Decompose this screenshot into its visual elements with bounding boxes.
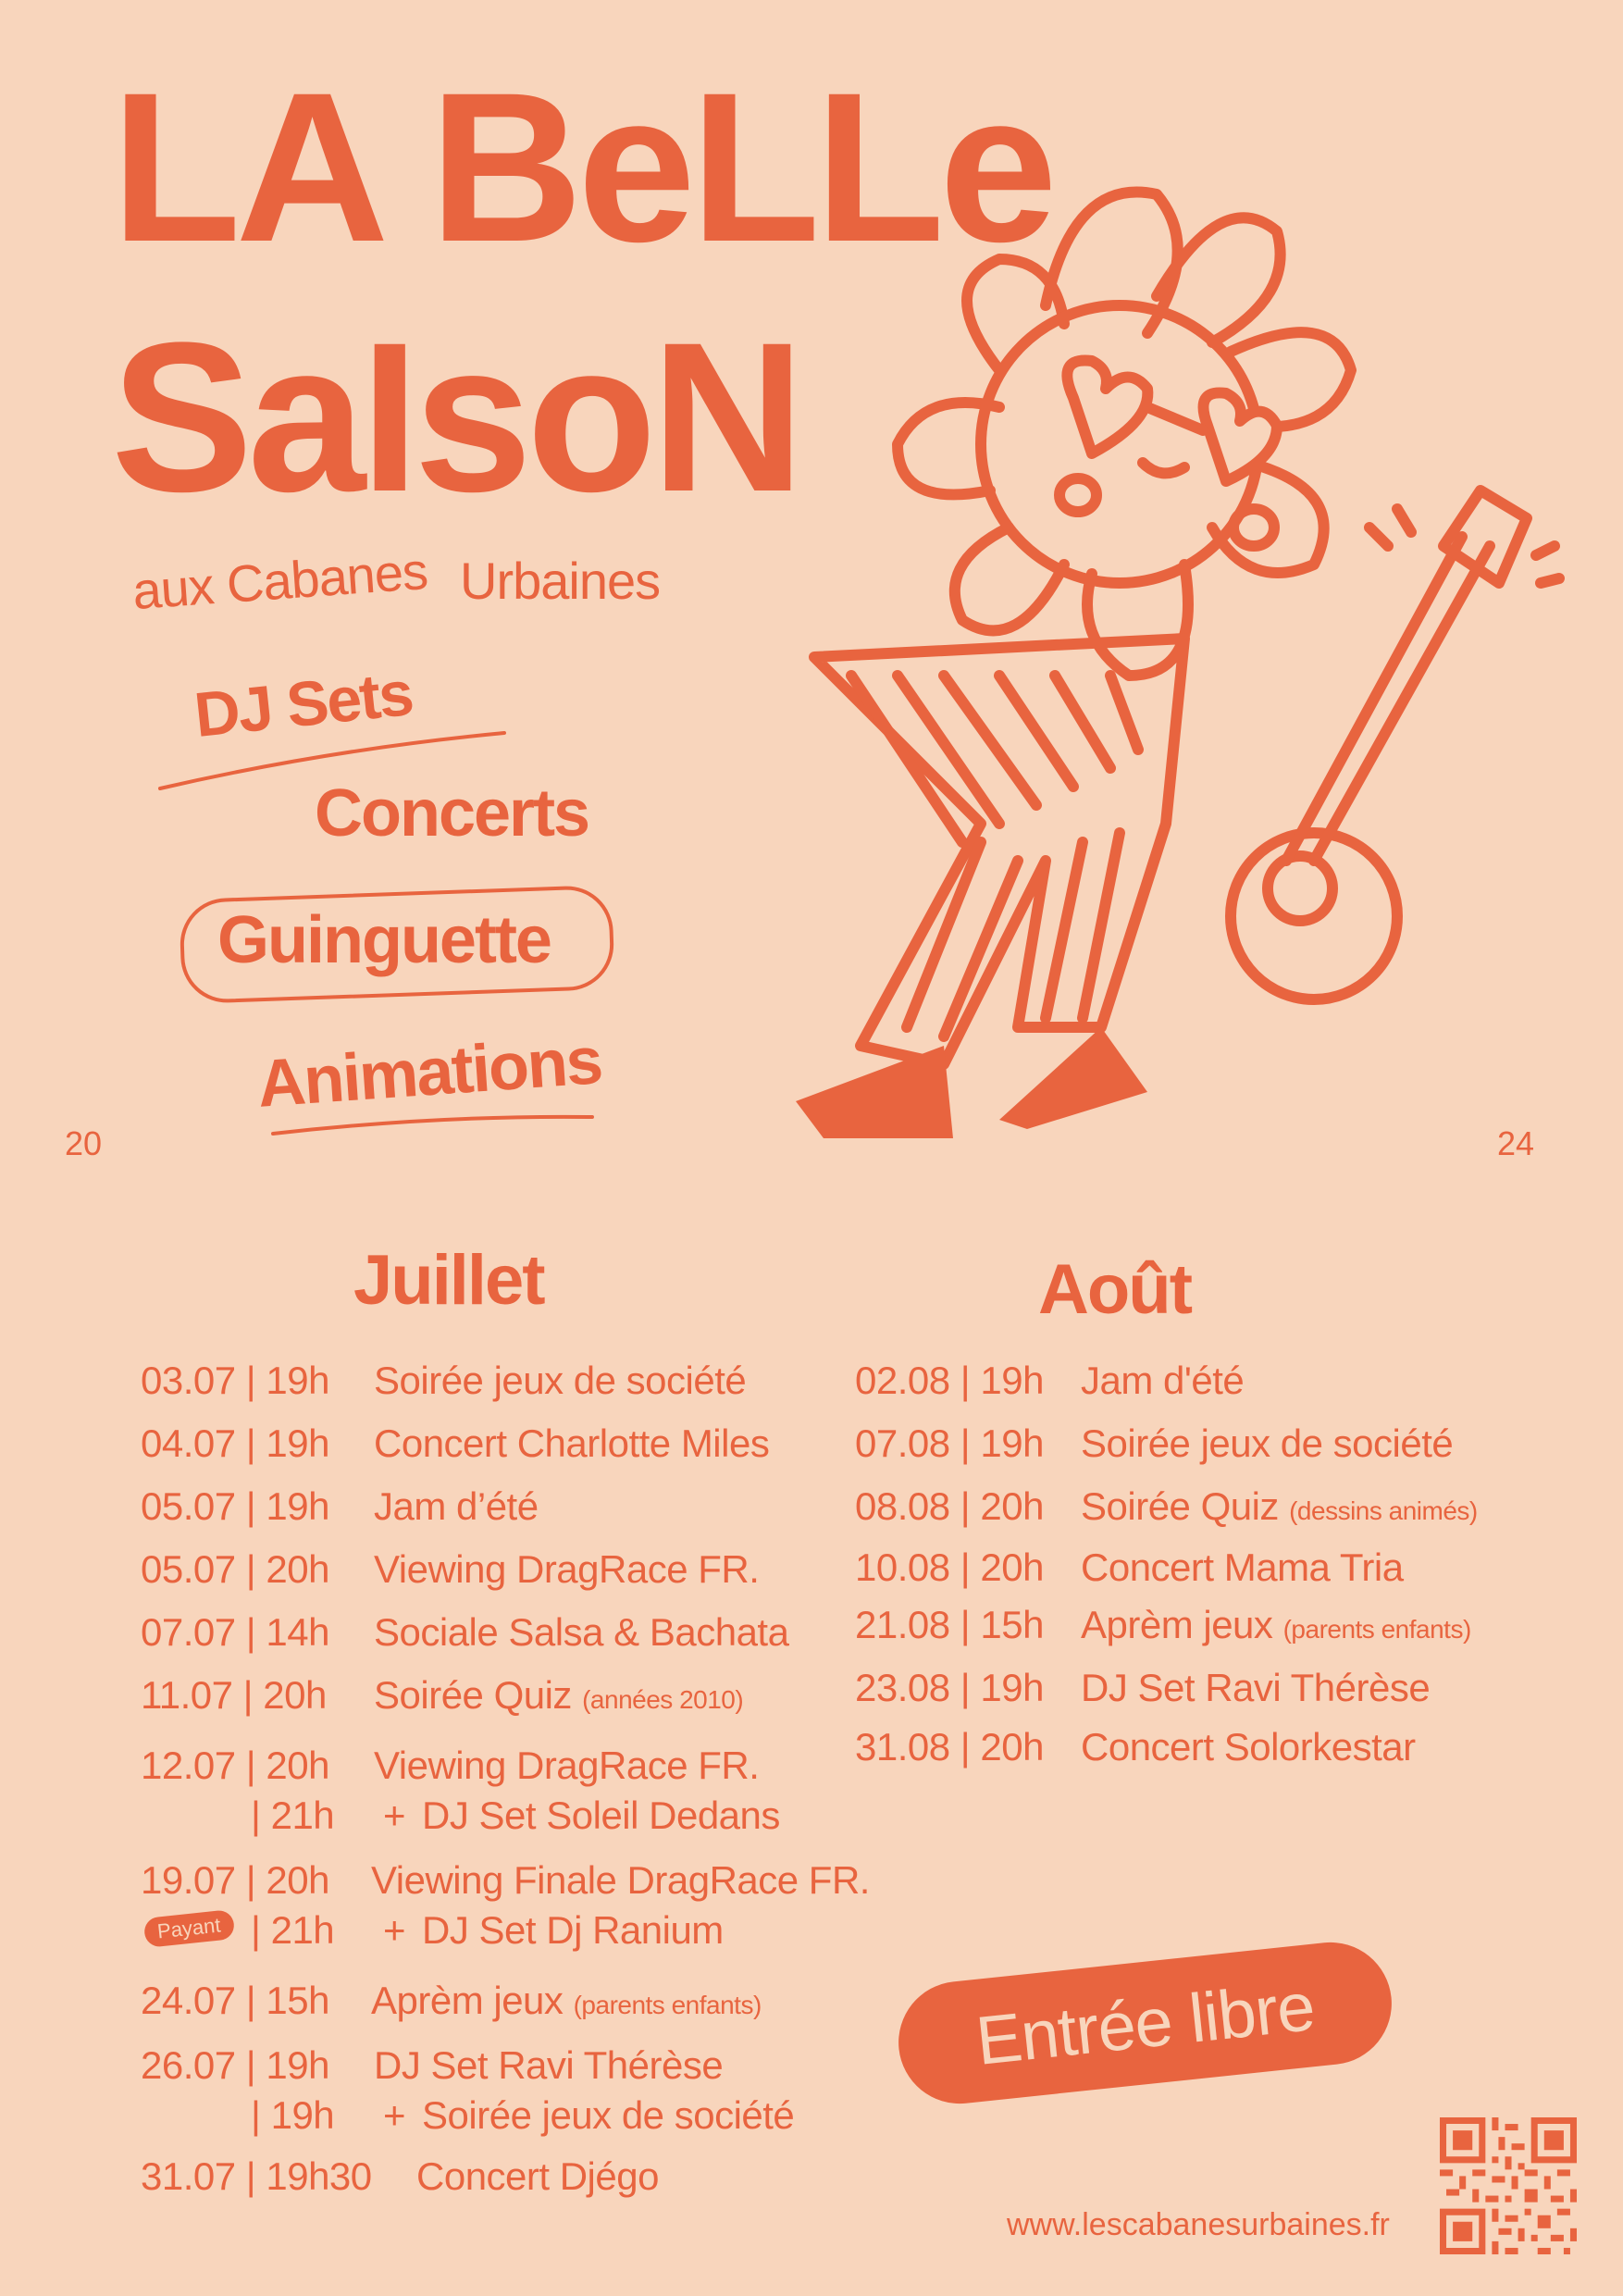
tag-animations: Animations xyxy=(254,1024,604,1122)
event-title: Jam d'été xyxy=(1081,1359,1245,1402)
list-item xyxy=(141,1547,760,1592)
event-date: 31.07 | 19h30 xyxy=(141,2154,372,2198)
event-date: 31.08 | 20h xyxy=(855,1725,1044,1769)
list-item xyxy=(141,1979,762,2023)
plus-sign: + xyxy=(383,1793,406,1837)
list-item xyxy=(855,1666,1431,1710)
event-note: (parents enfants) xyxy=(1282,1615,1471,1644)
website-link[interactable]: www.lescabanesurbaines.fr xyxy=(1007,2207,1390,2242)
event-date: 12.07 | 20h xyxy=(141,1744,329,1787)
list-item xyxy=(855,1484,1478,1529)
event-date: 10.08 | 20h xyxy=(855,1545,1044,1589)
event-date: 03.07 | 19h xyxy=(141,1359,329,1402)
tag-concerts: Concerts xyxy=(315,776,589,850)
event-date: 26.07 | 19h xyxy=(141,2043,329,2087)
event-title: Sociale Salsa & Bachata xyxy=(374,1610,789,1654)
event-title: Soirée jeux de société xyxy=(374,1359,747,1402)
title-line1: LA BeLLe xyxy=(111,48,1052,286)
entree-libre-banner: Entrée libre xyxy=(893,1936,1398,2109)
event-title: Viewing DragRace FR. xyxy=(374,1744,760,1787)
event-title: Soirée Quiz xyxy=(1081,1484,1279,1528)
event-title: Viewing Finale DragRace FR. xyxy=(371,1858,870,1902)
event-date: | 19h xyxy=(251,2093,335,2137)
event-title: Concert Solorkestar xyxy=(1081,1725,1416,1769)
year-left: 20 xyxy=(65,1124,103,1162)
list-item xyxy=(855,1545,1404,1590)
year-right: 24 xyxy=(1497,1124,1535,1162)
subtitle-part1: aux Cabanes xyxy=(130,540,429,621)
list-item xyxy=(141,1744,760,1788)
event-title: Soirée jeux de société xyxy=(422,2093,795,2137)
event-title: Concert Djégo xyxy=(416,2154,659,2198)
event-title: Concert Mama Tria xyxy=(1081,1545,1404,1589)
subtitle-part2: Urbaines xyxy=(460,552,661,610)
event-title: Aprèm jeux xyxy=(371,1979,564,2022)
event-title: Aprèm jeux xyxy=(1081,1603,1273,1646)
event-title: Soirée jeux de société xyxy=(1081,1421,1454,1465)
title-line2: SaIsoN xyxy=(111,298,799,536)
event-date: 11.07 | 20h xyxy=(141,1673,327,1717)
event-date: 08.08 | 20h xyxy=(855,1484,1044,1528)
list-item xyxy=(251,2093,795,2138)
event-date: 02.08 | 19h xyxy=(855,1359,1044,1402)
list-item xyxy=(141,1858,870,1903)
list-item xyxy=(251,1793,780,1838)
list-item xyxy=(855,1359,1245,1403)
event-date: 21.08 | 15h xyxy=(855,1603,1044,1646)
event-note: (parents enfants) xyxy=(573,1991,762,2019)
month-august-heading: Août xyxy=(1038,1250,1192,1329)
event-date: 07.08 | 19h xyxy=(855,1421,1044,1465)
event-title: DJ Set Dj Ranium xyxy=(422,1908,724,1952)
event-date: 24.07 | 15h xyxy=(141,1979,329,2022)
list-item xyxy=(141,1610,789,1655)
event-date: | 21h xyxy=(251,1793,335,1837)
list-item xyxy=(141,1484,539,1529)
plus-sign: + xyxy=(383,1908,406,1952)
list-item xyxy=(855,1421,1454,1466)
event-date: 04.07 | 19h xyxy=(141,1421,329,1465)
sunflower-guitar-illustration xyxy=(796,157,1582,1175)
event-title: Viewing DragRace FR. xyxy=(374,1547,760,1591)
event-title: Jam d’été xyxy=(374,1484,539,1528)
month-july-heading: Juillet xyxy=(353,1241,544,1320)
event-date: 05.07 | 19h xyxy=(141,1484,329,1528)
plus-sign: + xyxy=(383,2093,406,2137)
event-title: DJ Set Ravi Thérèse xyxy=(1081,1666,1431,1709)
title-logo xyxy=(111,48,1052,536)
list-item xyxy=(141,1673,744,1718)
list-item xyxy=(141,2043,724,2088)
event-title: Concert Charlotte Miles xyxy=(374,1421,770,1465)
event-date: 23.08 | 19h xyxy=(855,1666,1044,1709)
qr-code-icon[interactable] xyxy=(1440,2117,1577,2254)
event-title: DJ Set Ravi Thérèse xyxy=(374,2043,724,2087)
tag-guinguette: Guinguette xyxy=(217,903,551,977)
list-item xyxy=(141,1359,747,1403)
event-note: (années 2010) xyxy=(582,1685,744,1714)
list-item xyxy=(141,2154,659,2199)
tag-animations-underline xyxy=(268,1106,601,1143)
list-item xyxy=(855,1603,1471,1647)
event-note: (dessins animés) xyxy=(1289,1496,1478,1525)
event-date: | 21h xyxy=(251,1908,335,1952)
event-title: DJ Set Soleil Dedans xyxy=(422,1793,780,1837)
event-date: 19.07 | 20h xyxy=(141,1858,329,1902)
list-item xyxy=(251,1908,724,1953)
list-item xyxy=(855,1725,1416,1769)
event-date: 05.07 | 20h xyxy=(141,1547,329,1591)
tag-dj-sets: DJ Sets xyxy=(191,657,415,751)
list-item xyxy=(141,1421,770,1466)
event-title: Soirée Quiz xyxy=(374,1673,572,1717)
event-date: 07.07 | 14h xyxy=(141,1610,329,1654)
payant-badge: Payant xyxy=(143,1909,235,1948)
